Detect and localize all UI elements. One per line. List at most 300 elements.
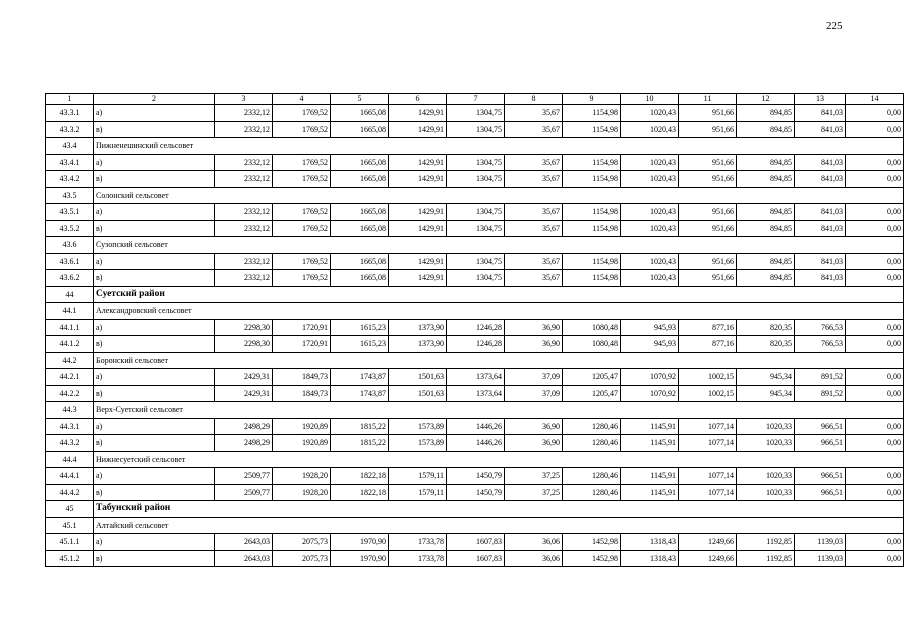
table-row bbox=[46, 105, 904, 122]
table-row bbox=[46, 204, 904, 221]
table-row bbox=[46, 121, 904, 138]
row-code: 44.2 bbox=[46, 352, 94, 369]
value-cell: 1429,91 bbox=[389, 171, 447, 188]
section-title: Верх-Суетский сельсовет bbox=[94, 402, 904, 419]
table-row bbox=[46, 550, 904, 567]
column-number: 11 bbox=[679, 94, 737, 105]
value-cell: 766,53 bbox=[795, 336, 846, 353]
value-cell: 2643,03 bbox=[215, 534, 273, 551]
value-cell: 1077,14 bbox=[679, 484, 737, 501]
value-cell: 1920,89 bbox=[273, 435, 331, 452]
value-cell: 1002,15 bbox=[679, 385, 737, 402]
district-row bbox=[46, 286, 904, 303]
value-cell: 36,90 bbox=[505, 319, 563, 336]
value-cell: 1928,20 bbox=[273, 468, 331, 485]
value-cell: 2332,12 bbox=[215, 204, 273, 221]
value-cell: 841,03 bbox=[795, 105, 846, 122]
value-cell: 2332,12 bbox=[215, 171, 273, 188]
row-code: 43.5.2 bbox=[46, 220, 94, 237]
column-number: 1 bbox=[46, 94, 94, 105]
table-row bbox=[46, 220, 904, 237]
value-cell: 0,00 bbox=[846, 435, 904, 452]
row-code: 45 bbox=[46, 501, 94, 518]
row-label: а) bbox=[94, 154, 215, 171]
value-cell: 1501,63 bbox=[389, 369, 447, 386]
row-code: 44.4.1 bbox=[46, 468, 94, 485]
value-cell: 1579,11 bbox=[389, 468, 447, 485]
value-cell: 2643,03 bbox=[215, 550, 273, 567]
value-cell: 35,67 bbox=[505, 220, 563, 237]
value-cell: 1743,87 bbox=[331, 385, 389, 402]
value-cell: 1373,64 bbox=[447, 385, 505, 402]
value-cell: 841,03 bbox=[795, 270, 846, 287]
value-cell: 1304,75 bbox=[447, 270, 505, 287]
value-cell: 36,06 bbox=[505, 534, 563, 551]
table-row bbox=[46, 468, 904, 485]
table-row bbox=[46, 319, 904, 336]
value-cell: 1280,46 bbox=[563, 484, 621, 501]
value-cell: 0,00 bbox=[846, 534, 904, 551]
value-cell: 1145,91 bbox=[621, 484, 679, 501]
row-label: а) bbox=[94, 253, 215, 270]
value-cell: 1145,91 bbox=[621, 435, 679, 452]
value-cell: 966,51 bbox=[795, 435, 846, 452]
value-cell: 2509,77 bbox=[215, 484, 273, 501]
column-number: 6 bbox=[389, 94, 447, 105]
council-row bbox=[46, 402, 904, 419]
section-title: Сузопский сельсовет bbox=[94, 237, 904, 254]
value-cell: 1020,43 bbox=[621, 270, 679, 287]
value-cell: 1192,85 bbox=[737, 550, 795, 567]
table-row bbox=[46, 270, 904, 287]
row-label: а) bbox=[94, 204, 215, 221]
row-code: 43.6.1 bbox=[46, 253, 94, 270]
value-cell: 1304,75 bbox=[447, 253, 505, 270]
value-cell: 35,67 bbox=[505, 154, 563, 171]
value-cell: 1020,33 bbox=[737, 418, 795, 435]
value-cell: 37,09 bbox=[505, 385, 563, 402]
value-cell: 1154,98 bbox=[563, 204, 621, 221]
table-row bbox=[46, 253, 904, 270]
row-code: 43.3.1 bbox=[46, 105, 94, 122]
value-cell: 35,67 bbox=[505, 204, 563, 221]
value-cell: 1020,33 bbox=[737, 435, 795, 452]
value-cell: 877,16 bbox=[679, 336, 737, 353]
value-cell: 0,00 bbox=[846, 336, 904, 353]
value-cell: 894,85 bbox=[737, 253, 795, 270]
row-label: а) bbox=[94, 369, 215, 386]
value-cell: 1205,47 bbox=[563, 385, 621, 402]
value-cell: 966,51 bbox=[795, 468, 846, 485]
value-cell: 2332,12 bbox=[215, 220, 273, 237]
value-cell: 1665,08 bbox=[331, 121, 389, 138]
table-row bbox=[46, 435, 904, 452]
value-cell: 1429,91 bbox=[389, 253, 447, 270]
table-row bbox=[46, 154, 904, 171]
value-cell: 1665,08 bbox=[331, 154, 389, 171]
row-label: а) bbox=[94, 418, 215, 435]
value-cell: 1304,75 bbox=[447, 121, 505, 138]
value-cell: 0,00 bbox=[846, 369, 904, 386]
section-title: Солонский сельсовет bbox=[94, 187, 904, 204]
value-cell: 1733,78 bbox=[389, 534, 447, 551]
value-cell: 2509,77 bbox=[215, 468, 273, 485]
value-cell: 1822,18 bbox=[331, 468, 389, 485]
column-number: 13 bbox=[795, 94, 846, 105]
row-code: 45.1.2 bbox=[46, 550, 94, 567]
value-cell: 35,67 bbox=[505, 171, 563, 188]
value-cell: 1020,33 bbox=[737, 484, 795, 501]
value-cell: 1769,52 bbox=[273, 270, 331, 287]
value-cell: 1154,98 bbox=[563, 270, 621, 287]
value-cell: 841,03 bbox=[795, 171, 846, 188]
value-cell: 1280,46 bbox=[563, 418, 621, 435]
district-row bbox=[46, 501, 904, 518]
value-cell: 0,00 bbox=[846, 204, 904, 221]
table-row bbox=[46, 369, 904, 386]
section-title: Табунский район bbox=[94, 501, 904, 518]
value-cell: 0,00 bbox=[846, 418, 904, 435]
value-cell: 1373,90 bbox=[389, 336, 447, 353]
value-cell: 1970,90 bbox=[331, 534, 389, 551]
value-cell: 36,90 bbox=[505, 418, 563, 435]
council-row bbox=[46, 237, 904, 254]
value-cell: 766,53 bbox=[795, 319, 846, 336]
value-cell: 2498,29 bbox=[215, 435, 273, 452]
section-title: Алтайский сельсовет bbox=[94, 517, 904, 534]
column-number: 9 bbox=[563, 94, 621, 105]
value-cell: 891,52 bbox=[795, 385, 846, 402]
value-cell: 1020,43 bbox=[621, 253, 679, 270]
value-cell: 1920,89 bbox=[273, 418, 331, 435]
row-code: 43.6 bbox=[46, 237, 94, 254]
row-label: в) bbox=[94, 171, 215, 188]
value-cell: 1192,85 bbox=[737, 534, 795, 551]
column-number: 10 bbox=[621, 94, 679, 105]
value-cell: 1145,91 bbox=[621, 418, 679, 435]
value-cell: 1020,43 bbox=[621, 204, 679, 221]
value-cell: 1607,83 bbox=[447, 550, 505, 567]
table-header-row bbox=[46, 94, 904, 105]
value-cell: 1020,43 bbox=[621, 105, 679, 122]
value-cell: 1077,14 bbox=[679, 468, 737, 485]
value-cell: 0,00 bbox=[846, 121, 904, 138]
value-cell: 2075,73 bbox=[273, 534, 331, 551]
value-cell: 2332,12 bbox=[215, 121, 273, 138]
value-cell: 966,51 bbox=[795, 484, 846, 501]
value-cell: 820,35 bbox=[737, 319, 795, 336]
value-cell: 2429,31 bbox=[215, 385, 273, 402]
value-cell: 1743,87 bbox=[331, 369, 389, 386]
value-cell: 35,67 bbox=[505, 253, 563, 270]
value-cell: 1154,98 bbox=[563, 105, 621, 122]
value-cell: 1304,75 bbox=[447, 204, 505, 221]
row-label: в) bbox=[94, 270, 215, 287]
row-label: в) bbox=[94, 220, 215, 237]
value-cell: 1020,43 bbox=[621, 220, 679, 237]
row-code: 44.3 bbox=[46, 402, 94, 419]
row-code: 44.4.2 bbox=[46, 484, 94, 501]
value-cell: 2332,12 bbox=[215, 270, 273, 287]
table-row bbox=[46, 418, 904, 435]
value-cell: 951,66 bbox=[679, 121, 737, 138]
row-label: в) bbox=[94, 336, 215, 353]
value-cell: 1020,33 bbox=[737, 468, 795, 485]
value-cell: 951,66 bbox=[679, 204, 737, 221]
row-code: 44.2.2 bbox=[46, 385, 94, 402]
row-code: 44.1.1 bbox=[46, 319, 94, 336]
value-cell: 951,66 bbox=[679, 154, 737, 171]
row-code: 43.4.2 bbox=[46, 171, 94, 188]
section-title: Пижненешинский сельсовет bbox=[94, 138, 904, 155]
value-cell: 1733,78 bbox=[389, 550, 447, 567]
value-cell: 1070,92 bbox=[621, 385, 679, 402]
value-cell: 0,00 bbox=[846, 105, 904, 122]
value-cell: 1249,66 bbox=[679, 550, 737, 567]
value-cell: 0,00 bbox=[846, 253, 904, 270]
section-title: Боронский сельсовет bbox=[94, 352, 904, 369]
table-row bbox=[46, 171, 904, 188]
value-cell: 1769,52 bbox=[273, 204, 331, 221]
value-cell: 0,00 bbox=[846, 220, 904, 237]
row-label: а) bbox=[94, 468, 215, 485]
value-cell: 1769,52 bbox=[273, 253, 331, 270]
value-cell: 0,00 bbox=[846, 484, 904, 501]
value-cell: 1665,08 bbox=[331, 270, 389, 287]
section-title: Суетский район bbox=[94, 286, 904, 303]
row-code: 43.6.2 bbox=[46, 270, 94, 287]
value-cell: 2298,30 bbox=[215, 336, 273, 353]
value-cell: 1450,79 bbox=[447, 468, 505, 485]
value-cell: 0,00 bbox=[846, 550, 904, 567]
value-cell: 1246,28 bbox=[447, 336, 505, 353]
value-cell: 1970,90 bbox=[331, 550, 389, 567]
value-cell: 1615,23 bbox=[331, 336, 389, 353]
value-cell: 951,66 bbox=[679, 171, 737, 188]
value-cell: 1446,26 bbox=[447, 418, 505, 435]
value-cell: 1665,08 bbox=[331, 105, 389, 122]
value-cell: 1450,79 bbox=[447, 484, 505, 501]
column-number: 4 bbox=[273, 94, 331, 105]
row-code: 43.4 bbox=[46, 138, 94, 155]
value-cell: 966,51 bbox=[795, 418, 846, 435]
value-cell: 894,85 bbox=[737, 121, 795, 138]
value-cell: 2332,12 bbox=[215, 105, 273, 122]
value-cell: 1429,91 bbox=[389, 204, 447, 221]
value-cell: 0,00 bbox=[846, 468, 904, 485]
value-cell: 1452,98 bbox=[563, 550, 621, 567]
section-title: Александровский сельсовет bbox=[94, 303, 904, 320]
row-label: в) bbox=[94, 121, 215, 138]
value-cell: 1373,64 bbox=[447, 369, 505, 386]
row-code: 43.5.1 bbox=[46, 204, 94, 221]
value-cell: 0,00 bbox=[846, 385, 904, 402]
value-cell: 37,25 bbox=[505, 484, 563, 501]
value-cell: 1822,18 bbox=[331, 484, 389, 501]
value-cell: 894,85 bbox=[737, 204, 795, 221]
value-cell: 1154,98 bbox=[563, 220, 621, 237]
value-cell: 1849,73 bbox=[273, 385, 331, 402]
value-cell: 37,09 bbox=[505, 369, 563, 386]
council-row bbox=[46, 517, 904, 534]
value-cell: 1665,08 bbox=[331, 220, 389, 237]
value-cell: 1573,89 bbox=[389, 418, 447, 435]
council-row bbox=[46, 138, 904, 155]
value-cell: 0,00 bbox=[846, 319, 904, 336]
value-cell: 1815,22 bbox=[331, 435, 389, 452]
value-cell: 1077,14 bbox=[679, 418, 737, 435]
value-cell: 1318,43 bbox=[621, 534, 679, 551]
value-cell: 1020,43 bbox=[621, 154, 679, 171]
value-cell: 951,66 bbox=[679, 253, 737, 270]
value-cell: 1769,52 bbox=[273, 171, 331, 188]
page-number: 225 bbox=[826, 20, 843, 32]
council-row bbox=[46, 451, 904, 468]
value-cell: 1665,08 bbox=[331, 253, 389, 270]
row-code: 44 bbox=[46, 286, 94, 303]
row-label: а) bbox=[94, 534, 215, 551]
value-cell: 1145,91 bbox=[621, 468, 679, 485]
value-cell: 951,66 bbox=[679, 220, 737, 237]
council-row bbox=[46, 303, 904, 320]
value-cell: 1154,98 bbox=[563, 154, 621, 171]
value-cell: 1573,89 bbox=[389, 435, 447, 452]
table-row bbox=[46, 484, 904, 501]
value-cell: 2298,30 bbox=[215, 319, 273, 336]
value-cell: 1205,47 bbox=[563, 369, 621, 386]
value-cell: 1070,92 bbox=[621, 369, 679, 386]
table-row bbox=[46, 336, 904, 353]
value-cell: 1720,91 bbox=[273, 319, 331, 336]
row-code: 43.3.2 bbox=[46, 121, 94, 138]
value-cell: 1429,91 bbox=[389, 121, 447, 138]
value-cell: 1849,73 bbox=[273, 369, 331, 386]
value-cell: 35,67 bbox=[505, 270, 563, 287]
value-cell: 36,06 bbox=[505, 550, 563, 567]
value-cell: 35,67 bbox=[505, 105, 563, 122]
section-title: Нижнесуетский сельсовет bbox=[94, 451, 904, 468]
value-cell: 841,03 bbox=[795, 204, 846, 221]
value-cell: 1077,14 bbox=[679, 435, 737, 452]
value-cell: 0,00 bbox=[846, 154, 904, 171]
value-cell: 1246,28 bbox=[447, 319, 505, 336]
value-cell: 1020,43 bbox=[621, 121, 679, 138]
value-cell: 891,52 bbox=[795, 369, 846, 386]
column-number: 14 bbox=[846, 94, 904, 105]
value-cell: 1154,98 bbox=[563, 121, 621, 138]
column-number: 12 bbox=[737, 94, 795, 105]
value-cell: 1139,03 bbox=[795, 550, 846, 567]
row-code: 45.1.1 bbox=[46, 534, 94, 551]
value-cell: 1373,90 bbox=[389, 319, 447, 336]
value-cell: 1318,43 bbox=[621, 550, 679, 567]
value-cell: 0,00 bbox=[846, 171, 904, 188]
value-cell: 1304,75 bbox=[447, 105, 505, 122]
table-body bbox=[46, 94, 904, 567]
value-cell: 2332,12 bbox=[215, 253, 273, 270]
row-label: в) bbox=[94, 435, 215, 452]
value-cell: 1154,98 bbox=[563, 171, 621, 188]
value-cell: 2332,12 bbox=[215, 154, 273, 171]
row-label: а) bbox=[94, 105, 215, 122]
row-code: 44.3.1 bbox=[46, 418, 94, 435]
table-row bbox=[46, 385, 904, 402]
value-cell: 1607,83 bbox=[447, 534, 505, 551]
row-code: 44.4 bbox=[46, 451, 94, 468]
value-cell: 1002,15 bbox=[679, 369, 737, 386]
value-cell: 1304,75 bbox=[447, 154, 505, 171]
value-cell: 945,93 bbox=[621, 336, 679, 353]
column-number: 3 bbox=[215, 94, 273, 105]
value-cell: 1665,08 bbox=[331, 204, 389, 221]
value-cell: 1501,63 bbox=[389, 385, 447, 402]
value-cell: 36,90 bbox=[505, 336, 563, 353]
value-cell: 894,85 bbox=[737, 154, 795, 171]
value-cell: 945,34 bbox=[737, 385, 795, 402]
value-cell: 1249,66 bbox=[679, 534, 737, 551]
value-cell: 1769,52 bbox=[273, 121, 331, 138]
value-cell: 1769,52 bbox=[273, 105, 331, 122]
row-code: 45.1 bbox=[46, 517, 94, 534]
column-number: 2 bbox=[94, 94, 215, 105]
value-cell: 2075,73 bbox=[273, 550, 331, 567]
value-cell: 0,00 bbox=[846, 270, 904, 287]
value-cell: 1080,48 bbox=[563, 336, 621, 353]
value-cell: 841,03 bbox=[795, 121, 846, 138]
row-code: 44.1 bbox=[46, 303, 94, 320]
value-cell: 1615,23 bbox=[331, 319, 389, 336]
value-cell: 894,85 bbox=[737, 171, 795, 188]
council-row bbox=[46, 352, 904, 369]
value-cell: 37,25 bbox=[505, 468, 563, 485]
row-label: а) bbox=[94, 319, 215, 336]
value-cell: 1928,20 bbox=[273, 484, 331, 501]
council-row bbox=[46, 187, 904, 204]
value-cell: 35,67 bbox=[505, 121, 563, 138]
value-cell: 1452,98 bbox=[563, 534, 621, 551]
value-cell: 841,03 bbox=[795, 220, 846, 237]
value-cell: 1429,91 bbox=[389, 220, 447, 237]
row-code: 44.2.1 bbox=[46, 369, 94, 386]
value-cell: 1769,52 bbox=[273, 220, 331, 237]
value-cell: 1429,91 bbox=[389, 270, 447, 287]
row-label: в) bbox=[94, 484, 215, 501]
row-code: 44.3.2 bbox=[46, 435, 94, 452]
column-number: 8 bbox=[505, 94, 563, 105]
value-cell: 1154,98 bbox=[563, 253, 621, 270]
value-cell: 1815,22 bbox=[331, 418, 389, 435]
tariff-table bbox=[45, 93, 904, 567]
value-cell: 1020,43 bbox=[621, 171, 679, 188]
column-number: 7 bbox=[447, 94, 505, 105]
row-code: 43.5 bbox=[46, 187, 94, 204]
value-cell: 841,03 bbox=[795, 253, 846, 270]
value-cell: 877,16 bbox=[679, 319, 737, 336]
value-cell: 1665,08 bbox=[331, 171, 389, 188]
value-cell: 841,03 bbox=[795, 154, 846, 171]
value-cell: 1429,91 bbox=[389, 154, 447, 171]
value-cell: 1280,46 bbox=[563, 435, 621, 452]
value-cell: 945,34 bbox=[737, 369, 795, 386]
value-cell: 951,66 bbox=[679, 105, 737, 122]
value-cell: 1446,26 bbox=[447, 435, 505, 452]
value-cell: 2429,31 bbox=[215, 369, 273, 386]
value-cell: 1304,75 bbox=[447, 220, 505, 237]
row-code: 44.1.2 bbox=[46, 336, 94, 353]
value-cell: 894,85 bbox=[737, 270, 795, 287]
value-cell: 820,35 bbox=[737, 336, 795, 353]
value-cell: 1304,75 bbox=[447, 171, 505, 188]
